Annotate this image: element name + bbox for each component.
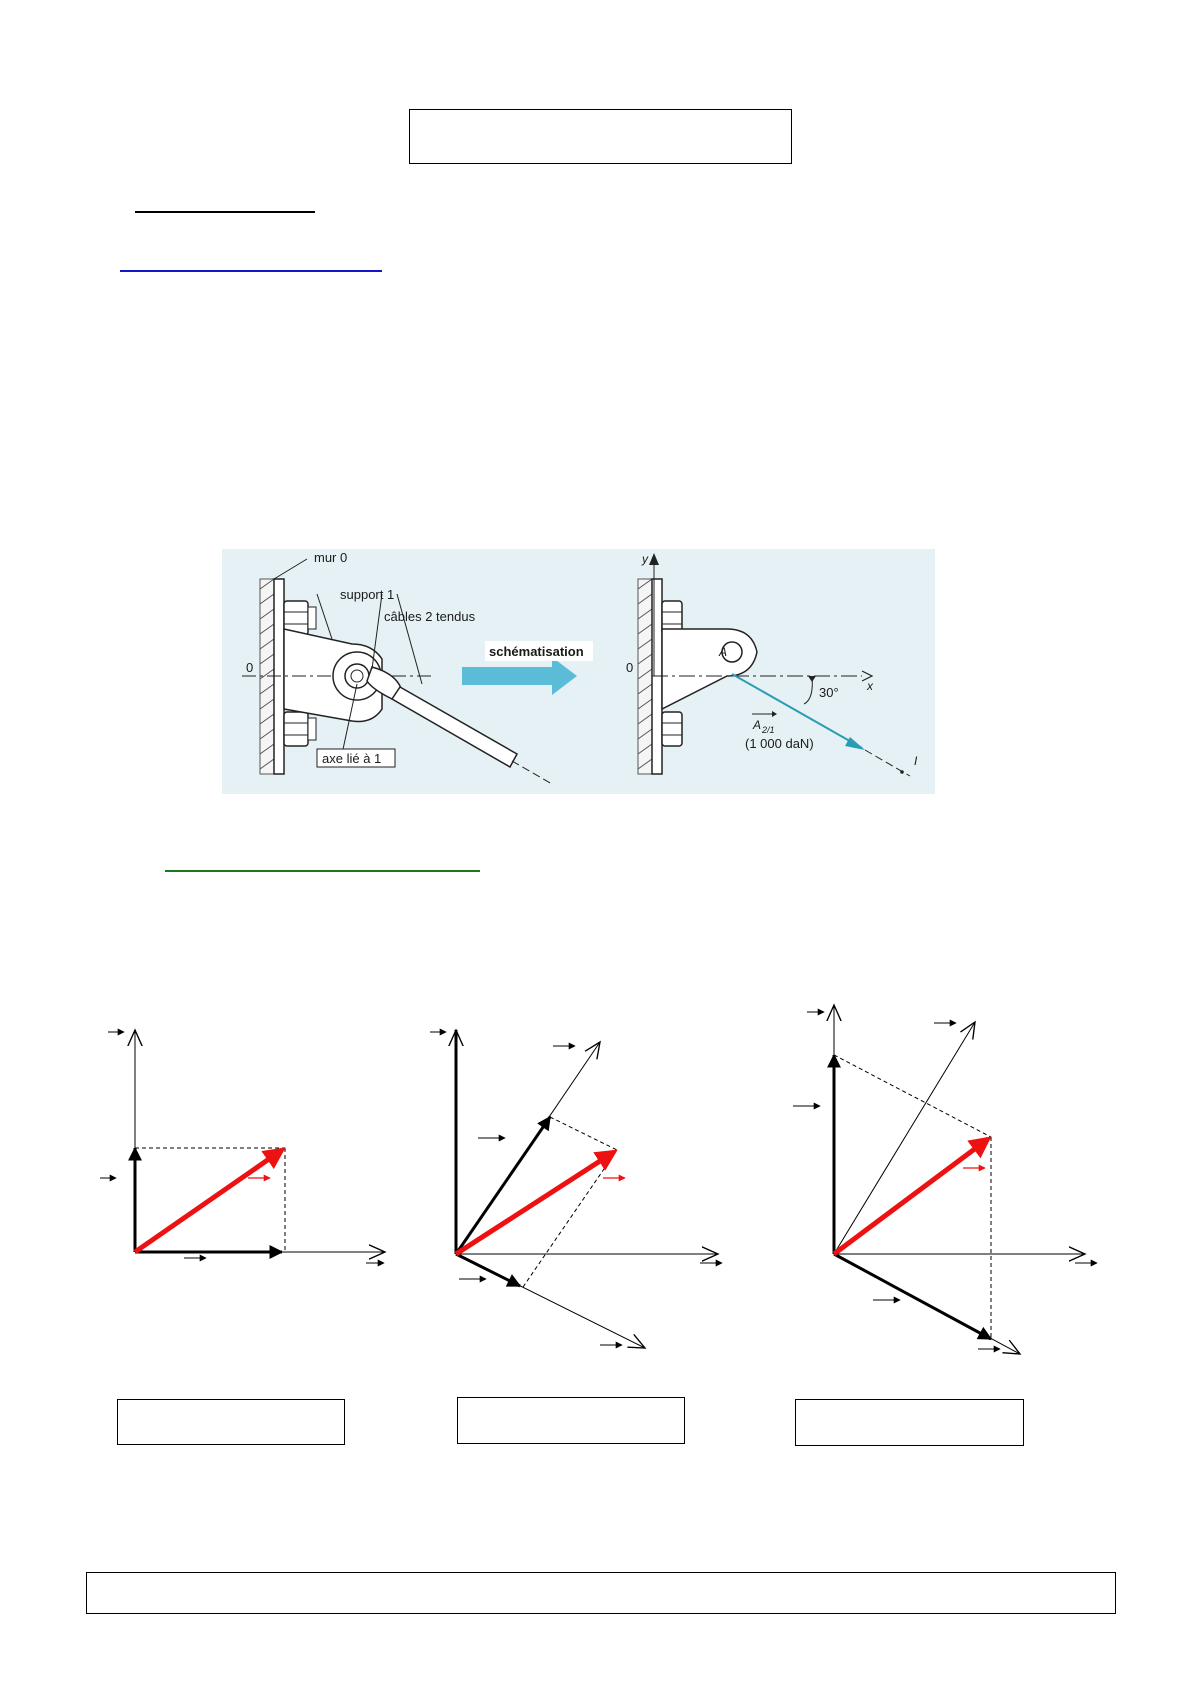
d1-resultant: [135, 1150, 282, 1252]
footer-box: [86, 1572, 1116, 1614]
d3-u-axis: [834, 1022, 975, 1254]
origin-label-left: 0: [246, 660, 254, 675]
point-a-label: A: [719, 645, 728, 659]
cables-label: câbles 2 tendus: [384, 609, 476, 624]
axis-label: axe lié à 1: [322, 751, 382, 766]
force-value-label: (1 000 daN): [745, 736, 814, 751]
d3-v-component: [834, 1254, 991, 1339]
diagram-2: [430, 1030, 722, 1348]
angle-label: 30°: [819, 685, 839, 700]
support-label: support 1: [340, 587, 395, 602]
x-axis-label: x: [867, 679, 873, 693]
point-i-label: I: [914, 754, 918, 768]
force-name-label: A: [753, 718, 762, 732]
d2-v-component: [456, 1254, 520, 1286]
d2-resultant: [456, 1152, 614, 1254]
diagram-1: [100, 1030, 385, 1263]
diagram-3: [793, 1005, 1097, 1354]
origin-label-right: 0: [626, 660, 634, 675]
schematisation-label: schématisation: [489, 644, 584, 659]
y-axis-label: y: [642, 552, 648, 566]
d3-resultant: [834, 1139, 988, 1254]
wall-label: mur 0: [314, 550, 348, 565]
caption-box-2: [457, 1397, 685, 1444]
caption-box-1: [117, 1399, 345, 1445]
caption-box-3: [795, 1399, 1024, 1446]
force-subscript: 2/1: [762, 725, 775, 735]
